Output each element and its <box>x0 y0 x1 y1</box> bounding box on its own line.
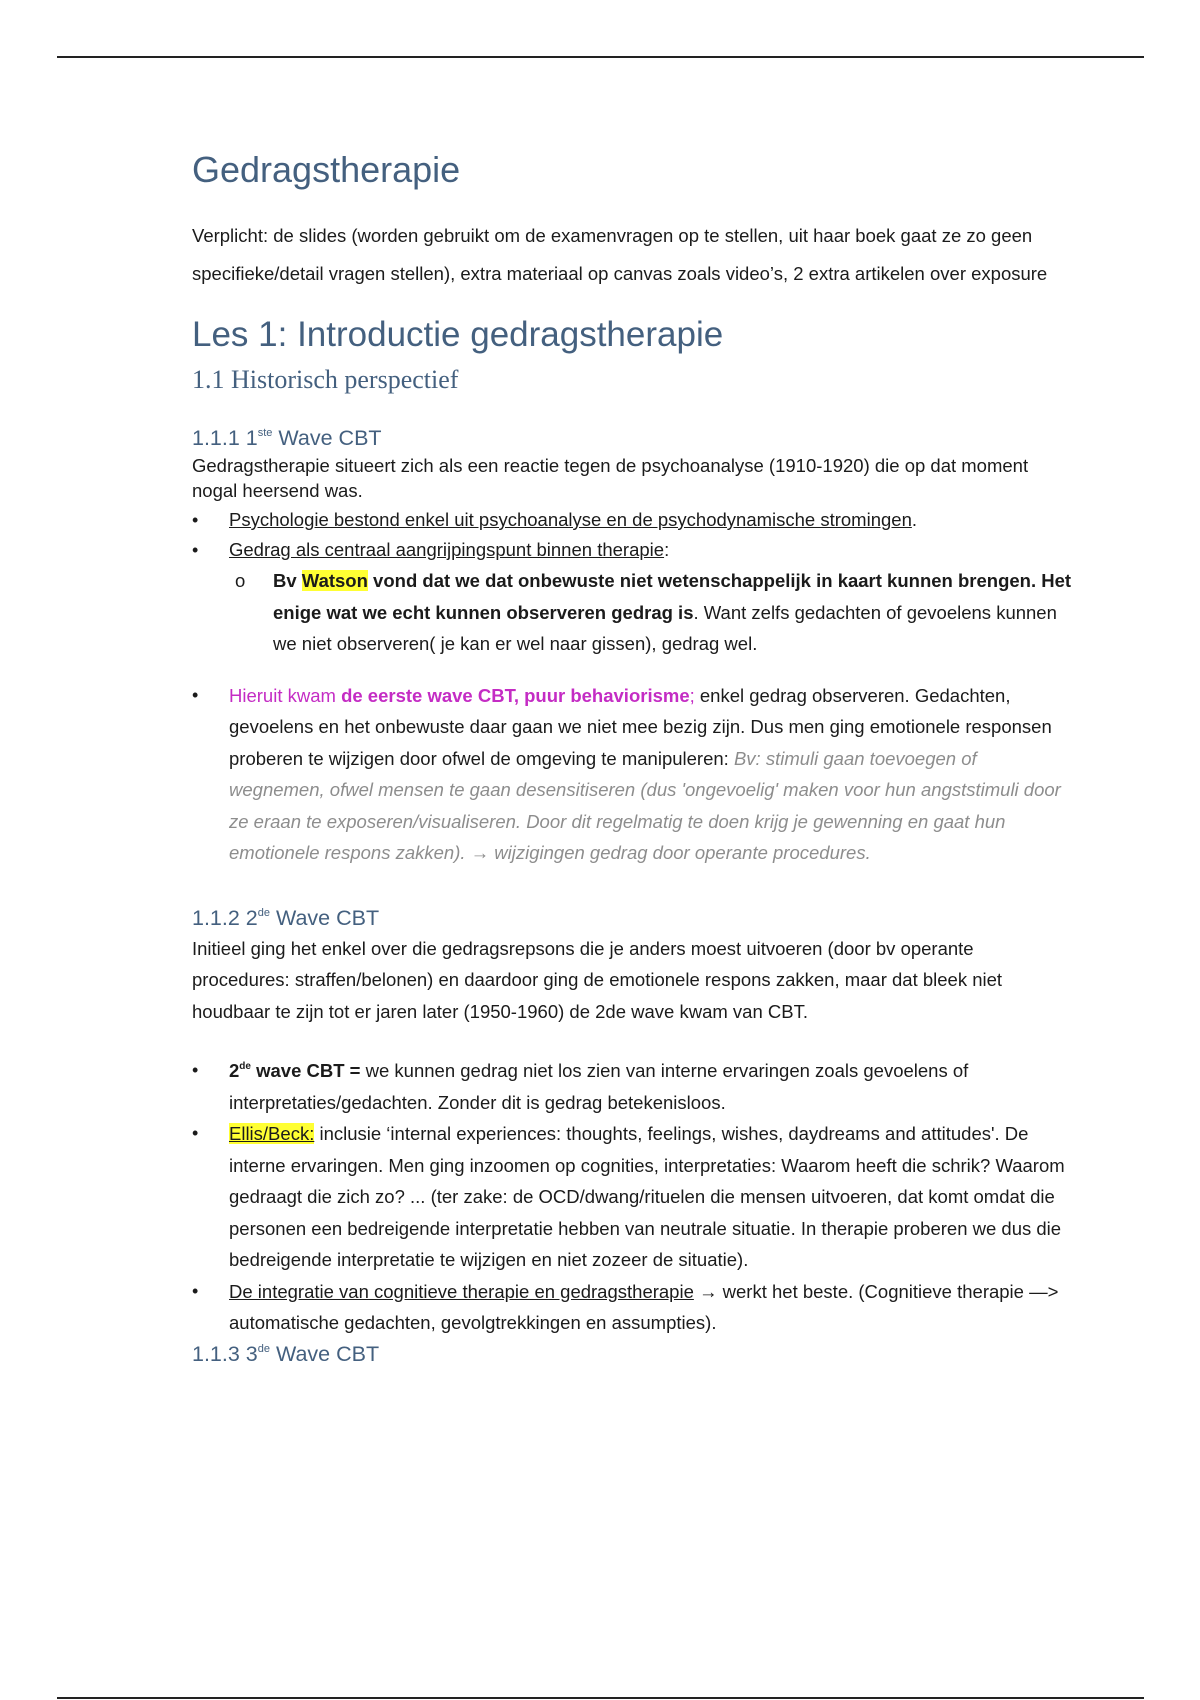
heading-wave-1: 1.1.1 1ste Wave CBT <box>192 426 382 450</box>
document-page <box>192 145 1072 1369</box>
bullet-icon: • <box>192 510 199 530</box>
bullet-icon: • <box>192 540 199 560</box>
lesson-heading: Les 1: Introductie gedragstherapie <box>192 315 724 354</box>
list-item: • Gedrag als centraal aangrijpingspunt binnen therapie: o Bv Watson vond dat we dat onbewuste niet wetenschappelijk in kaart kunnen brengen. Het enige wat we echt kunnen observeren gedrag is. Want zelfs gedachten of gevoelens kunnen we niet observeren( je kan er wel naar gissen), gedrag wel. <box>192 535 1072 660</box>
list-item: • 2de wave CBT = we kunnen gedrag niet los zien van interne ervaringen zoals gevoelens of interpretaties/gedachten. Zonder dit is gedrag betekenisloos. <box>192 1055 1072 1118</box>
intro-paragraph: Verplicht: de slides (worden gebruikt om de examenvragen op te stellen, uit haar boek gaat ze zo geen specifieke/detail vragen stellen), extra materiaal op canvas zoals video’s, 2 extra artikelen over exposure <box>192 225 1048 284</box>
list-item: • Psychologie bestond enkel uit psychoanalyse en de psychodynamische stromingen. <box>192 505 1072 535</box>
heading-wave-3: 1.1.3 3de Wave CBT <box>192 1341 380 1366</box>
footer-rule <box>57 1697 1144 1699</box>
bullet-icon: • <box>192 1123 199 1143</box>
list-item: • Hieruit kwam de eerste wave CBT, puur behaviorisme; enkel gedrag observeren. Gedachten, gevoelens en het onbewuste daar gaan we niet mee bezig zijn. Dus men ging emotionele responsen proberen te wijzigen door ofwel de omgeving te manipuleren: Bv: stimuli gaan toevoegen of wegnemen, ofwel mensen te gaan desensitiseren (dus 'ongevoelig' maken voor hun angststimuli door ze eraan te exposeren/visualiseren. Door dit regelmatig te doen krijg je gewenning en gaat hun emotionele respons zakken). → wijzigingen gedrag door operante procedures. <box>192 680 1072 869</box>
list-item: • Ellis/Beck: inclusie ‘internal experiences: thoughts, feelings, wishes, daydreams and attitudes'. De interne ervaringen. Men ging inzoomen op cognities, interpretaties: Waarom heeft die schrik? Waarom gedraagt die zich zo? ... (ter zake: de OCD/dwang/rituelen die mensen uitvoeren, dat komt omdat die personen een bedreigende interpretatie hebben van neutrale situatie. In therapie proberen we dus die bedreigende interpretatie te wijzigen en niet zozeer de situatie). <box>192 1118 1072 1276</box>
circle-bullet-icon: o <box>235 570 246 591</box>
document-title: Gedragstherapie <box>192 149 461 190</box>
sub-list-item: o Bv Watson vond dat we dat onbewuste niet wetenschappelijk in kaart kunnen brengen. Het enige wat we echt kunnen observeren gedrag is. Want zelfs gedachten of gevoelens kunnen we niet observeren( je kan er wel naar gissen), gedrag wel. <box>229 565 1072 660</box>
sub-list <box>229 565 1072 660</box>
bullet-icon: • <box>192 1060 199 1080</box>
bullet-icon: • <box>192 1280 199 1301</box>
wave1-intro: Gedragstherapie situeert zich als een reactie tegen de psychoanalyse (1910-1920) die op dat moment nogal heersend was. <box>192 455 1029 501</box>
wave1-bullets <box>192 505 1072 869</box>
heading-wave-2: 1.1.2 2de Wave CBT <box>192 905 380 930</box>
header-rule <box>57 56 1144 58</box>
list-item: • De integratie van cognitieve therapie en gedragstherapie → werkt het beste. (Cognitieve therapie —> automatische gedachten, gevolgtrekkingen en assumpties). <box>192 1276 1072 1339</box>
bullet-icon: • <box>192 684 199 705</box>
wave2-bullets <box>192 1055 1072 1339</box>
section-heading-historisch: 1.1 Historisch perspectief <box>192 365 459 394</box>
wave2-intro: Initieel ging het enkel over die gedragsrepsons die je anders moest uitvoeren (door bv operante procedures: straffen/belonen) en daardoor ging de emotionele respons zakken, maar dat bleek niet houdbaar te zijn tot er jaren later (1950-1960) de 2de wave kwam van CBT. <box>192 937 1003 1022</box>
